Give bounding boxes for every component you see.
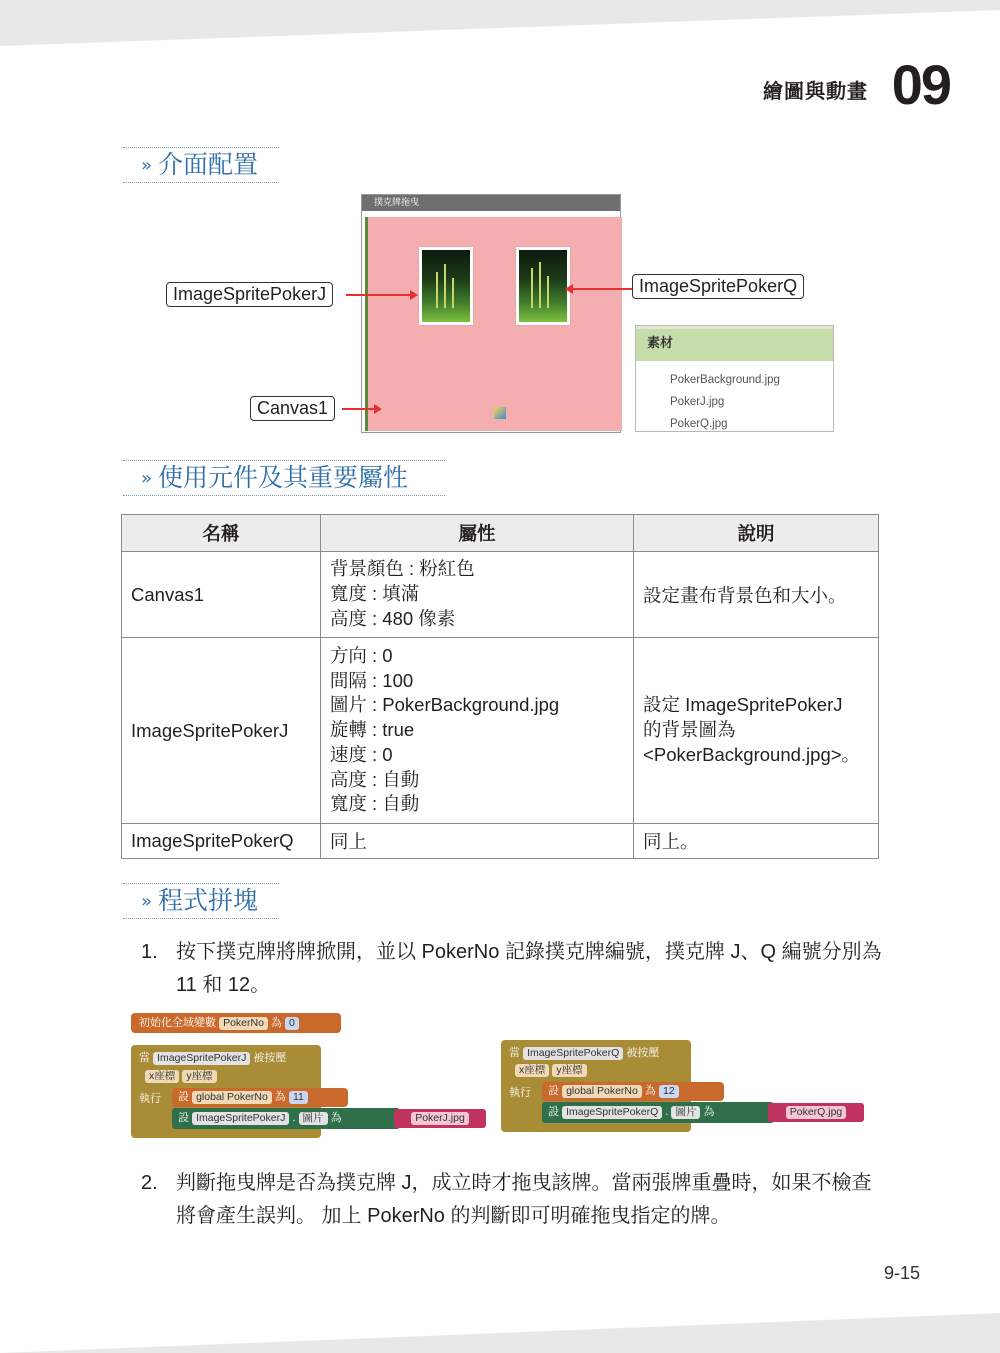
desc-line: 設定畫布背景色和大小。	[643, 584, 847, 606]
props-cell	[320, 824, 633, 859]
table-row	[122, 552, 879, 638]
block-keyword: 當	[139, 1052, 150, 1064]
section-title-text: 程式拼塊	[158, 886, 259, 915]
step-number: 2.	[141, 1172, 158, 1194]
step-text: 按下撲克牌將牌掀開，並以 PokerNo 記錄撲克牌編號，撲克牌 J、Q 編號分別為 11 和 12。	[176, 941, 882, 996]
block-number[interactable]: 11	[289, 1091, 308, 1104]
block-param[interactable]: x座標	[515, 1064, 549, 1077]
block-string-q[interactable]	[768, 1103, 864, 1122]
header-cell: 說明	[634, 515, 879, 552]
chapter-title: 繪圖與動畫	[763, 79, 868, 103]
header-cell: 屬性	[320, 515, 633, 552]
prop-line: 方向 : 0	[329, 644, 393, 666]
poker-card-q	[516, 247, 570, 325]
prop-line: 背景顏色 : 粉紅色	[329, 558, 475, 580]
canvas-preview	[365, 217, 622, 431]
block-keyword: 設	[548, 1085, 559, 1097]
block-param[interactable]: x座標	[145, 1070, 179, 1083]
block-keyword: 被按壓	[253, 1052, 287, 1064]
block-string-value[interactable]: PokerJ.jpg	[411, 1112, 469, 1125]
block-param[interactable]: y座標	[182, 1070, 216, 1083]
desc-cell	[634, 824, 879, 859]
section-heading-components	[123, 460, 445, 496]
block-component[interactable]: ImageSpritePokerQ	[562, 1106, 662, 1119]
designer-title-bar: 撲克牌拖曳	[362, 195, 620, 211]
block-keyword: 執行	[139, 1093, 161, 1105]
asset-item[interactable]: PokerBackground.jpg	[670, 374, 780, 386]
component-name-cell: Canvas1	[122, 552, 321, 638]
block-set-image-q[interactable]	[542, 1102, 774, 1123]
step-number: 1.	[141, 941, 158, 963]
block-keyword: 為	[330, 1112, 342, 1124]
chevron-icon: »	[141, 468, 153, 489]
block-property[interactable]: 圖片	[299, 1112, 328, 1125]
image-placeholder-icon	[494, 407, 506, 419]
desc-line: <PokerBackground.jpg>。	[643, 743, 861, 765]
block-keyword: 當	[509, 1047, 520, 1059]
block-keyword: 初始化全域變數	[139, 1017, 216, 1029]
block-set-image-j[interactable]	[172, 1108, 400, 1129]
block-keyword: 為	[703, 1106, 715, 1118]
section-heading-layout	[123, 147, 279, 183]
callout-poker-j: ImageSpritePokerJ	[166, 282, 333, 307]
top-decor-band	[0, 0, 1000, 46]
prop-line: 高度 : 自動	[329, 768, 420, 790]
section-title-text: 介面配置	[158, 150, 259, 179]
properties-table	[121, 514, 879, 859]
prop-line: 同上	[329, 831, 367, 852]
desc-line: 同上。	[643, 831, 699, 852]
desc-cell	[634, 552, 879, 638]
component-name-cell: ImageSpritePokerQ	[122, 824, 321, 859]
block-string-j[interactable]	[394, 1109, 486, 1128]
header-cell: 名稱	[122, 515, 321, 552]
desc-line: 設定 ImageSpritePokerJ	[643, 694, 843, 716]
designer-preview	[361, 194, 621, 433]
block-keyword: 為	[270, 1017, 282, 1029]
block-number[interactable]: 0	[285, 1017, 299, 1030]
block-keyword: 執行	[509, 1087, 531, 1099]
block-var-name[interactable]: global PokerNo	[192, 1091, 272, 1104]
block-keyword: 設	[548, 1106, 559, 1118]
block-set-global-q[interactable]	[542, 1082, 724, 1101]
props-cell	[320, 552, 633, 638]
block-init-global[interactable]	[131, 1013, 341, 1033]
block-keyword: 設	[178, 1091, 189, 1103]
poker-card-j	[419, 247, 473, 325]
asset-item[interactable]: PokerQ.jpg	[670, 418, 728, 430]
arrow-canvas	[342, 408, 380, 410]
prop-line: 圖片 : PokerBackground.jpg	[329, 694, 560, 716]
prop-line: 間隔 : 100	[329, 669, 414, 691]
block-component[interactable]: ImageSpritePokerJ	[192, 1112, 289, 1125]
chevron-icon: »	[141, 155, 153, 176]
arrow-poker-q	[567, 288, 632, 290]
block-param[interactable]: y座標	[552, 1064, 586, 1077]
block-component[interactable]: ImageSpritePokerQ	[523, 1047, 623, 1060]
props-cell	[320, 638, 633, 824]
step-text: 判斷拖曳牌是否為撲克牌 J，成立時才拖曳該牌。當兩張牌重疊時，如果不檢查將會產生誤判。 加上 PokerNo 的判斷即可明確拖曳指定的牌。	[176, 1172, 872, 1227]
prop-line: 寬度 : 自動	[329, 793, 420, 815]
step-1	[141, 936, 886, 1002]
block-keyword: 設	[178, 1112, 189, 1124]
block-set-global-j[interactable]	[172, 1088, 348, 1107]
assets-header: 素材	[636, 326, 833, 361]
block-keyword: .	[665, 1106, 669, 1118]
desc-cell	[634, 638, 879, 824]
block-string-value[interactable]: PokerQ.jpg	[786, 1106, 847, 1119]
block-keyword: 為	[644, 1085, 656, 1097]
block-property[interactable]: 圖片	[671, 1106, 700, 1119]
assets-panel	[635, 325, 834, 432]
block-keyword: 為	[274, 1091, 286, 1103]
section-heading-blocks	[123, 883, 279, 919]
block-var-name[interactable]: PokerNo	[219, 1017, 268, 1030]
prop-line: 高度 : 480 像素	[329, 607, 456, 629]
table-row	[122, 638, 879, 824]
prop-line: 寬度 : 填滿	[329, 583, 420, 605]
block-keyword: 被按壓	[626, 1047, 660, 1059]
prop-line: 速度 : 0	[329, 743, 393, 765]
block-keyword: .	[292, 1112, 296, 1124]
block-var-name[interactable]: global PokerNo	[562, 1085, 642, 1098]
step-2	[141, 1167, 886, 1233]
desc-line: 的背景圖為	[643, 719, 736, 741]
arrow-poker-j	[346, 294, 416, 296]
prop-line: 旋轉 : true	[329, 719, 415, 741]
bottom-decor-band	[0, 1313, 1000, 1353]
chapter-number: 09	[891, 53, 950, 116]
block-component[interactable]: ImageSpritePokerJ	[153, 1052, 250, 1065]
table-row	[122, 824, 879, 859]
block-number[interactable]: 12	[659, 1085, 679, 1098]
section-title-text: 使用元件及其重要屬性	[158, 463, 409, 492]
page-number: 9-15	[883, 1263, 920, 1283]
callout-canvas: Canvas1	[250, 396, 335, 421]
component-name-cell: ImageSpritePokerJ	[122, 638, 321, 824]
chevron-icon: »	[141, 891, 153, 912]
callout-poker-q: ImageSpritePokerQ	[632, 274, 804, 299]
table-header-row	[122, 515, 879, 552]
asset-item[interactable]: PokerJ.jpg	[670, 396, 725, 408]
